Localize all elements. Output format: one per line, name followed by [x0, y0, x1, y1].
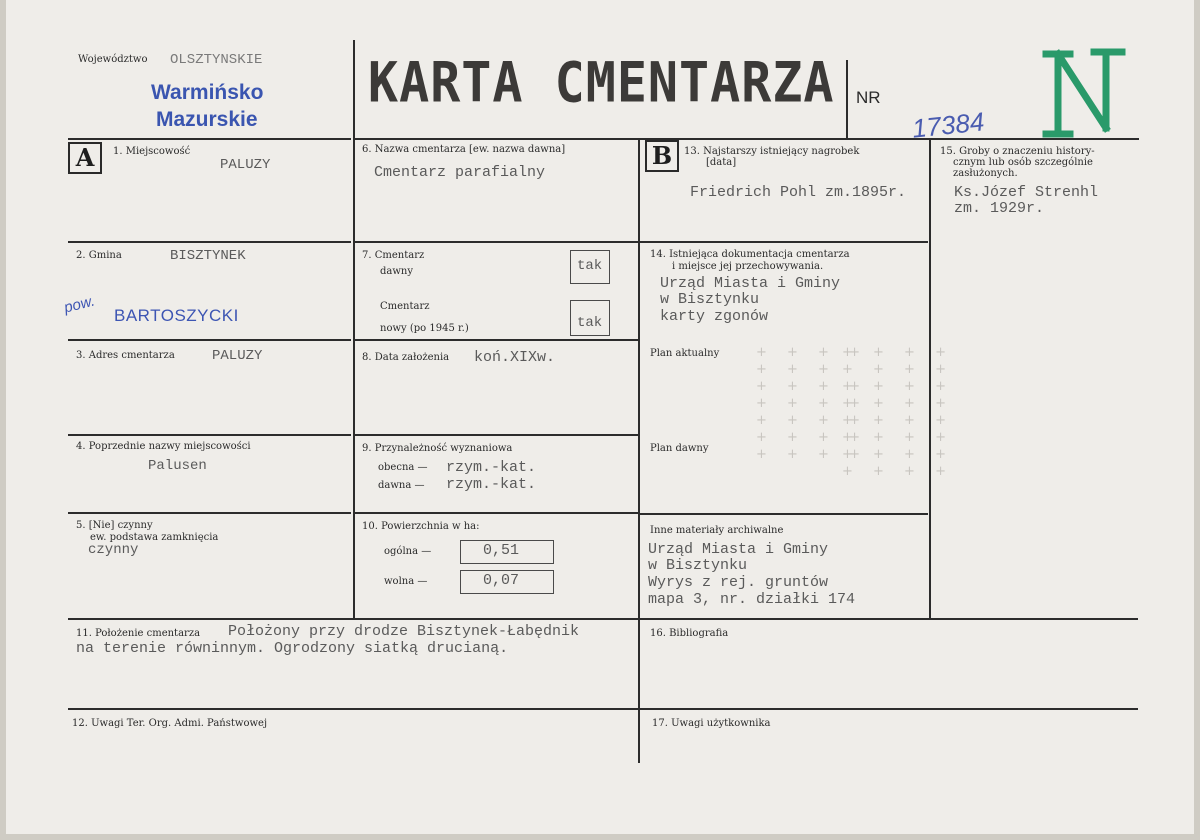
field-8-label: 8. Data założenia [362, 352, 450, 363]
green-n-mark [1040, 46, 1128, 138]
stamp-line-2: Mazurskie [156, 108, 258, 131]
field-7-label: 7. Cmentarz [362, 250, 425, 261]
field-13-label-2: [data] [706, 157, 737, 168]
rule-h-mid-top [353, 138, 931, 140]
field-10-label: 10. Powierzchnia w ha: [362, 521, 480, 532]
field-11-value-1: Położony przy drodze Bisztynek-Łabędnik [228, 623, 580, 640]
paper-right-edge [1194, 0, 1200, 840]
rule-h-b1 [640, 241, 928, 243]
field-11-value-2: na terenie równinnym. Ogrodzony siatką drucianą. [76, 640, 509, 657]
field-15-label-1: 15. Groby o znaczeniu history- [940, 146, 1095, 157]
field-1-label: 1. Miejscowość [113, 146, 191, 157]
rule-h-bottom1 [68, 618, 1138, 620]
field-5-label-2: ew. podstawa zamknięcia [90, 532, 219, 543]
inne-materialy-1: Urząd Miasta i Gminy [648, 541, 829, 558]
field-5-value: czynny [88, 542, 139, 558]
field-12-label: 12. Uwagi Ter. Org. Admi. Państwowej [72, 718, 268, 729]
rule-h-m3 [353, 434, 638, 436]
wojewodztwo-label: Województwo [78, 54, 148, 65]
field-10-ogolna-box [460, 540, 554, 564]
rule-h-a1 [68, 241, 351, 243]
rule-h-a2 [68, 339, 351, 341]
rule-v-col2 [638, 138, 640, 763]
field-5-label-1: 5. [Nie] czynny [76, 520, 153, 531]
inne-materialy-2: w Bisztynku [648, 557, 748, 574]
field-13-value: Friedrich Pohl zm.1895r. [690, 184, 907, 201]
field-7-nowy-value: tak [577, 315, 603, 331]
field-15-label-3: zasłużonych. [953, 168, 1018, 179]
field-2-value: BISZTYNEK [170, 248, 246, 264]
field-4-value: Palusen [148, 458, 207, 474]
field-14-value-2: w Bisztynku [660, 291, 760, 308]
rule-h-a-top [68, 138, 351, 140]
rule-h-a4 [68, 512, 351, 514]
rule-h-a3 [68, 434, 351, 436]
field-15-value-1: Ks.Józef Strenhl [954, 184, 1099, 201]
wojewodztwo-value: OLSZTYNSKIE [170, 52, 263, 68]
field-8-value: koń.XIXw. [474, 349, 556, 366]
plan-dawny-label: Plan dawny [650, 443, 709, 454]
category-mark [1040, 46, 1128, 138]
plan-aktualny-label: Plan aktualny [650, 348, 720, 359]
field-7-nowy-label-2: nowy (po 1945 r.) [380, 323, 469, 334]
paper-bottom-edge [0, 834, 1200, 840]
card-title: KARTA CMENTARZA [368, 50, 835, 115]
field-1-value: PALUZY [220, 157, 271, 173]
field-14-label-1: 14. Istniejąca dokumentacja cmentarza [650, 249, 850, 260]
field-2-label: 2. Gmina [76, 250, 122, 261]
field-14-value-1: Urząd Miasta i Gminy [660, 275, 841, 292]
stamp-line-1: Warmińsko [151, 81, 264, 104]
field-10-ogolna-value: 0,51 [483, 542, 520, 559]
field-10-ogolna-label: ogólna — [384, 546, 432, 557]
rule-h-m2 [353, 339, 638, 341]
field-17-label: 17. Uwagi użytkownika [652, 718, 771, 729]
rule-v-nr [846, 60, 848, 138]
field-7-dawny-label: dawny [380, 266, 414, 277]
rule-v-col1 [353, 40, 355, 618]
field-6-value: Cmentarz parafialny [374, 164, 546, 181]
field-6-label: 6. Nazwa cmentarza [ew. nazwa dawna] [362, 144, 566, 155]
field-10-wolna-value: 0,07 [483, 572, 520, 589]
field-13-label-1: 13. Najstarszy istniejący nagrobek [684, 146, 860, 157]
powiat-prefix: pow. [62, 292, 97, 317]
field-15-value-2: zm. 1929r. [954, 200, 1045, 217]
plan-grid-right: + + + + + + + + + + + + + + + + + + + + + + + + + + + + + + + + [842, 345, 954, 479]
rule-h-m4 [353, 512, 638, 514]
field-10-wolna-box [460, 570, 554, 594]
rule-h-bottom2 [68, 708, 1138, 710]
field-4-label: 4. Poprzednie nazwy miejscowości [76, 441, 251, 452]
field-15-label-2: cznym lub osób szczególnie [953, 157, 1093, 168]
field-16-label: 16. Bibliografia [650, 628, 729, 639]
field-3-label: 3. Adres cmentarza [76, 350, 175, 361]
nr-label: NR [856, 88, 881, 107]
field-14-label-2: i miejsce jej przechowywania. [672, 261, 824, 272]
rule-h-m1 [353, 241, 638, 243]
field-9-obecna-label: obecna — [378, 462, 428, 473]
field-10-wolna-label: wolna — [384, 576, 428, 587]
section-b-box: B [645, 140, 679, 172]
plan-grid-left: + + + + + + + + + + + + + + + + + + + + + + + + + + + [756, 345, 868, 462]
paper-left-edge [0, 0, 6, 840]
field-14-value-3: karty zgonów [660, 308, 769, 325]
field-9-dawna-label: dawna — [378, 480, 425, 491]
rule-h-b2 [640, 513, 928, 515]
section-a-box: A [68, 142, 102, 174]
inne-materialy-3: Wyrys z rej. gruntów [648, 574, 829, 591]
inne-materialy-label: Inne materiały archiwalne [650, 525, 784, 536]
nr-handwritten: 17384 [910, 106, 986, 144]
field-7-dawny-value: tak [577, 258, 603, 274]
field-7-nowy-label-1: Cmentarz [380, 301, 430, 312]
field-3-value: PALUZY [212, 348, 263, 364]
inne-materialy-4: mapa 3, nr. działki 174 [648, 591, 856, 608]
field-9-dawna-value: rzym.-kat. [446, 476, 537, 493]
field-11-label: 11. Położenie cmentarza [76, 628, 201, 639]
field-7-nowy-box [570, 300, 610, 336]
powiat-value: BARTOSZYCKI [114, 306, 239, 325]
field-9-obecna-value: rzym.-kat. [446, 459, 537, 476]
field-9-label: 9. Przynależność wyznaniowa [362, 443, 513, 454]
field-7-dawny-box [570, 250, 610, 284]
